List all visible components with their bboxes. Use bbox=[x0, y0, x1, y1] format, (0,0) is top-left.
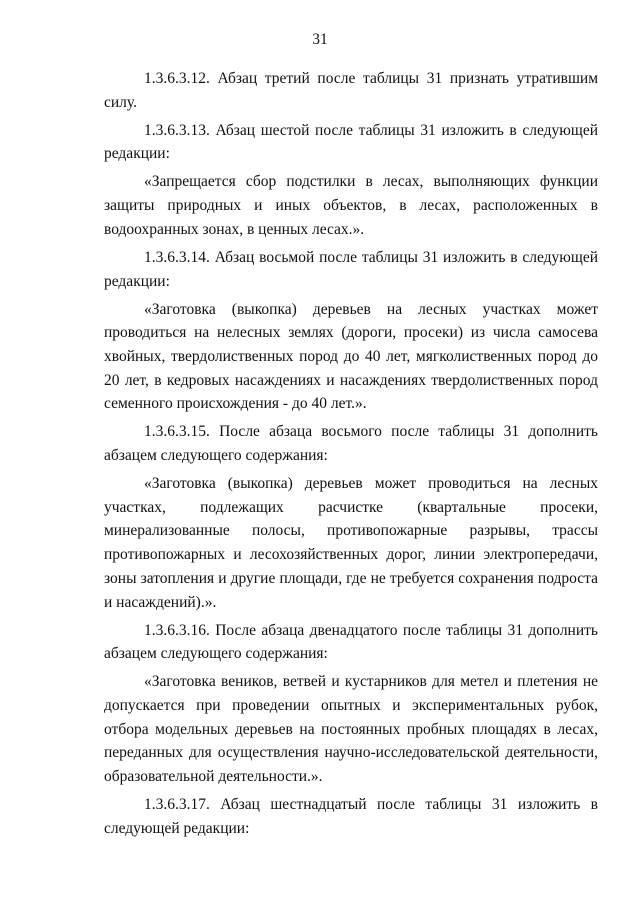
quoted-paragraph-tree-digging-nonforest: «Заготовка (выкопка) деревьев на лесных участках может проводиться на нелесных землях (дороги, просеки) из числа самосева хвойных, твердолиственных пород до 40 лет, мягколиственных пород до 20 лет, в кедровых насаждениях и насаждениях твердолиственных пород семенного происхождения - до 40 лет.». bbox=[104, 300, 598, 413]
paragraph-1-3-6-3-14: 1.3.6.3.14. Абзац восьмой после таблицы 31 изложить в следующей редакции: bbox=[104, 248, 598, 290]
document-body bbox=[104, 67, 598, 840]
paragraph-1-3-6-3-13: 1.3.6.3.13. Абзац шестой после таблицы 31 изложить в следующей редакции: bbox=[104, 121, 598, 163]
paragraph-1-3-6-3-15: 1.3.6.3.15. После абзаца восьмого после таблицы 31 дополнить абзацем следующего содержания: bbox=[104, 423, 598, 465]
quoted-paragraph-brooms-branches: «Заготовка веников, ветвей и кустарников для метел и плетения не допускается при проведении опытных и экспериментальных рубок, отбора модельных деревьев на постоянных пробных площадях в лесах, переданных для осуществления научно-исследовательской деятельности, образовательной деятельности.». bbox=[104, 673, 598, 786]
paragraph-1-3-6-3-16: 1.3.6.3.16. После абзаца двенадцатого после таблицы 31 дополнить абзацем следующего содержания: bbox=[104, 621, 598, 663]
quoted-paragraph-litter-collection: «Запрещается сбор подстилки в лесах, выполняющих функции защиты природных и иных объектов, в лесах, расположенных в водоохранных зонах, в ценных лесах.». bbox=[104, 173, 598, 238]
page-number: 31 bbox=[312, 31, 328, 48]
paragraph-1-3-6-3-17: 1.3.6.3.17. Абзац шестнадцатый после таблицы 31 изложить в следующей редакции: bbox=[104, 796, 598, 837]
quoted-paragraph-tree-digging-clearing: «Заготовка (выкопка) деревьев может проводиться на лесных участках, подлежащих расчистке (квартальные просеки, минерализованные полосы, противопожарные разрывы, трассы противопожарных и лесохозяйственных дорог, линии электропередачи, зоны затопления и другие площади, где не требуется сохранения подроста и насаждений).». bbox=[104, 475, 598, 611]
paragraph-1-3-6-3-12: 1.3.6.3.12. Абзац третий после таблицы 31 признать утратившим силу. bbox=[104, 70, 598, 111]
